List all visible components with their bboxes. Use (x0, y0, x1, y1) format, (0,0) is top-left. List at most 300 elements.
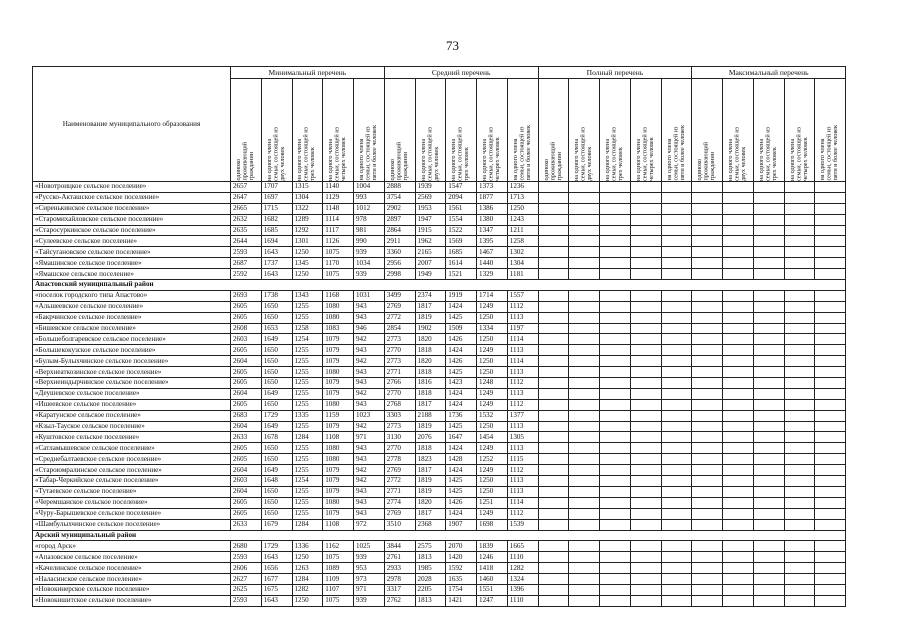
table-row (33, 508, 846, 519)
table-cell: 1250 (477, 334, 508, 345)
table-cell (723, 323, 754, 334)
table-cell (538, 214, 569, 225)
table-cell (661, 356, 692, 367)
table-cell: 1817 (415, 399, 446, 410)
table-row (33, 367, 846, 378)
table-cell (753, 192, 784, 203)
settlement-name: «Новотроицкое сельское поселение» (33, 182, 231, 193)
subcolumn-header-label: на одного члена семьи, состоящей из четырех человек (788, 126, 809, 181)
table-cell (569, 519, 600, 530)
table-cell (815, 541, 846, 552)
table-cell: 2762 (384, 595, 415, 606)
table-cell: 1115 (507, 454, 538, 465)
table-cell (661, 258, 692, 269)
table-cell (815, 465, 846, 476)
table-cell (784, 541, 815, 552)
table-cell (600, 443, 631, 454)
table-cell: 2569 (415, 192, 446, 203)
table-cell (753, 388, 784, 399)
table-cell (753, 421, 784, 432)
table-cell: 1648 (261, 476, 292, 487)
table-cell (815, 410, 846, 421)
table-cell: 1949 (415, 269, 446, 280)
table-cell (661, 203, 692, 214)
table-cell (569, 497, 600, 508)
table-cell: 1643 (261, 595, 292, 606)
table-cell (630, 486, 661, 497)
settlement-name: «Булым-Булыхчинское сельское поселение» (33, 356, 231, 367)
table-cell: 1738 (261, 290, 292, 301)
table-cell: 2188 (415, 410, 446, 421)
table-cell (753, 519, 784, 530)
table-cell (569, 356, 600, 367)
table-cell: 2647 (231, 192, 262, 203)
table-cell (723, 269, 754, 280)
table-cell (723, 584, 754, 595)
table-cell (815, 595, 846, 606)
table-cell: 2076 (415, 432, 446, 443)
table-cell (692, 290, 723, 301)
table-cell: 1255 (292, 367, 323, 378)
table-cell: 1162 (323, 541, 354, 552)
table-cell (692, 301, 723, 312)
table-cell: 1249 (477, 301, 508, 312)
table-cell: 1532 (477, 410, 508, 421)
table-cell: 2774 (384, 497, 415, 508)
table-cell: 1249 (477, 443, 508, 454)
table-cell: 1418 (477, 563, 508, 574)
table-cell (784, 356, 815, 367)
table-cell (815, 247, 846, 258)
table-cell: 1386 (477, 203, 508, 214)
table-cell (692, 345, 723, 356)
table-cell: 2657 (231, 182, 262, 193)
table-cell (815, 552, 846, 563)
table-cell (569, 203, 600, 214)
table-cell (753, 236, 784, 247)
table-cell: 1649 (261, 421, 292, 432)
table-cell: 2911 (384, 236, 415, 247)
subcolumn-header-label: на одного члена семьи, состоящей из пяти и более человек (819, 125, 840, 181)
subcolumn-header (538, 79, 569, 182)
table-cell: 2604 (231, 421, 262, 432)
table-cell: 1080 (323, 497, 354, 508)
table-cell: 1250 (292, 552, 323, 563)
table-cell (784, 421, 815, 432)
table-cell (784, 367, 815, 378)
table-cell (784, 508, 815, 519)
table-cell (784, 519, 815, 530)
table-cell (692, 519, 723, 530)
table-cell: 1819 (415, 421, 446, 432)
table-cell (784, 290, 815, 301)
table-cell (815, 388, 846, 399)
table-cell (569, 595, 600, 606)
table-cell: 1079 (323, 508, 354, 519)
table-cell: 3754 (384, 192, 415, 203)
table-cell (630, 203, 661, 214)
table-cell (630, 301, 661, 312)
table-cell: 2605 (231, 497, 262, 508)
table-cell (753, 399, 784, 410)
table-cell (784, 563, 815, 574)
table-cell (723, 192, 754, 203)
settlement-name: «Ямашинское сельское поселение» (33, 258, 231, 269)
table-cell (692, 563, 723, 574)
table-cell: 1817 (415, 508, 446, 519)
table-row (33, 236, 846, 247)
table-cell: 1255 (292, 508, 323, 519)
table-cell: 2778 (384, 454, 415, 465)
table-cell: 1425 (446, 367, 477, 378)
table-cell (600, 465, 631, 476)
table-cell: 1649 (261, 465, 292, 476)
table-cell (630, 541, 661, 552)
table-cell (569, 214, 600, 225)
table-cell (723, 225, 754, 236)
table-row (33, 345, 846, 356)
table-cell (538, 345, 569, 356)
table-row (33, 595, 846, 606)
table-cell (661, 225, 692, 236)
table-cell (784, 465, 815, 476)
table-cell: 943 (354, 312, 385, 323)
settlement-name: «Большеболгаревское сельское поселение» (33, 334, 231, 345)
table-cell (815, 356, 846, 367)
table-cell (661, 410, 692, 421)
table-cell (630, 356, 661, 367)
table-cell: 1247 (477, 595, 508, 606)
table-cell (692, 541, 723, 552)
table-cell (723, 312, 754, 323)
subcolumn-header-label: одиноко проживающий гражданин (696, 142, 717, 181)
table-row (33, 203, 846, 214)
table-cell (630, 182, 661, 193)
table-cell: 943 (354, 399, 385, 410)
table-cell (692, 388, 723, 399)
settlement-name: «Тутаевское сельское поселение» (33, 486, 231, 497)
table-row (33, 476, 846, 487)
table-cell (723, 454, 754, 465)
table-cell (538, 182, 569, 193)
table-cell (630, 334, 661, 345)
table-cell: 1373 (477, 182, 508, 193)
table-cell (538, 563, 569, 574)
table-cell (538, 541, 569, 552)
subcolumn-header-label: на одного члена семьи, состоящей из двух человек (727, 126, 748, 181)
subcolumn-header (692, 79, 723, 182)
table-cell (815, 301, 846, 312)
table-row (33, 301, 846, 312)
table-cell (723, 486, 754, 497)
table-cell (538, 236, 569, 247)
table-cell (692, 595, 723, 606)
table-cell (723, 519, 754, 530)
table-cell (815, 236, 846, 247)
table-cell: 1117 (323, 225, 354, 236)
table-cell: 1902 (415, 323, 446, 334)
settlement-name: «Бакрчинское сельское поселение» (33, 312, 231, 323)
table-cell (753, 258, 784, 269)
table-cell: 1650 (261, 367, 292, 378)
table-cell: 1159 (323, 410, 354, 421)
table-cell (784, 214, 815, 225)
table-cell (784, 388, 815, 399)
table-cell: 1282 (292, 584, 323, 595)
table-cell (692, 367, 723, 378)
table-cell (538, 192, 569, 203)
table-cell (723, 367, 754, 378)
table-cell (784, 476, 815, 487)
table-cell: 2769 (384, 301, 415, 312)
table-cell: 1114 (507, 497, 538, 508)
table-cell: 2605 (231, 312, 262, 323)
table-cell (569, 301, 600, 312)
table-cell (569, 465, 600, 476)
district-header-row (33, 280, 846, 291)
table-cell: 1110 (507, 595, 538, 606)
table-cell: 1685 (446, 247, 477, 258)
table-row (33, 497, 846, 508)
table-cell (600, 574, 631, 585)
table-cell: 2998 (384, 269, 415, 280)
table-cell: 1080 (323, 312, 354, 323)
table-cell: 1345 (292, 258, 323, 269)
table-cell (692, 486, 723, 497)
table-cell: 1282 (507, 563, 538, 574)
table-cell (538, 519, 569, 530)
table-cell (661, 312, 692, 323)
table-cell: 973 (354, 574, 385, 585)
table-cell (753, 367, 784, 378)
table-cell: 1561 (446, 203, 477, 214)
table-cell: 1643 (261, 552, 292, 563)
table-cell: 942 (354, 334, 385, 345)
table-cell (630, 508, 661, 519)
table-cell (569, 584, 600, 595)
table-cell (600, 508, 631, 519)
table-cell: 939 (354, 247, 385, 258)
table-cell: 1250 (292, 269, 323, 280)
table-cell (784, 258, 815, 269)
district-header-row (33, 530, 846, 541)
table-cell: 1377 (507, 410, 538, 421)
table-cell (538, 465, 569, 476)
table-cell: 1820 (415, 334, 446, 345)
table-cell: 1113 (507, 345, 538, 356)
table-cell: 1249 (477, 388, 508, 399)
table-cell: 942 (354, 356, 385, 367)
table-cell: 1650 (261, 486, 292, 497)
table-cell: 1685 (261, 225, 292, 236)
table-cell (661, 595, 692, 606)
table-cell: 1034 (354, 258, 385, 269)
table-cell (723, 214, 754, 225)
table-cell (569, 247, 600, 258)
table-cell: 1421 (446, 595, 477, 606)
table-cell: 1113 (507, 421, 538, 432)
table-cell: 1263 (292, 563, 323, 574)
table-cell: 1649 (261, 388, 292, 399)
table-cell: 1250 (477, 486, 508, 497)
table-cell: 2978 (384, 574, 415, 585)
table-cell: 1255 (292, 399, 323, 410)
subcolumn-header (815, 79, 846, 182)
table-cell (753, 356, 784, 367)
table-cell: 1304 (292, 192, 323, 203)
table-cell: 1079 (323, 476, 354, 487)
table-cell (569, 378, 600, 389)
table-cell: 1080 (323, 443, 354, 454)
table-cell (784, 410, 815, 421)
table-cell: 1915 (415, 225, 446, 236)
table-cell: 1715 (261, 203, 292, 214)
table-cell (815, 312, 846, 323)
table-cell (784, 584, 815, 595)
table-cell (569, 574, 600, 585)
table-cell: 1110 (507, 552, 538, 563)
settlement-name: «Ямашское сельское поселение» (33, 269, 231, 280)
table-cell: 2635 (231, 225, 262, 236)
table-cell: 2773 (384, 356, 415, 367)
table-cell (630, 323, 661, 334)
table-cell: 2007 (415, 258, 446, 269)
table-cell: 1939 (415, 182, 446, 193)
group-header: Максимальный перечень (692, 67, 846, 79)
table-cell (661, 541, 692, 552)
table-cell (815, 258, 846, 269)
table-cell: 1569 (446, 236, 477, 247)
table-cell (600, 301, 631, 312)
table-cell: 1679 (261, 519, 292, 530)
table-cell (538, 574, 569, 585)
table-cell (661, 443, 692, 454)
table-cell: 1112 (507, 301, 538, 312)
table-cell: 2769 (384, 465, 415, 476)
table-cell (692, 236, 723, 247)
table-cell (692, 192, 723, 203)
table-cell: 1079 (323, 345, 354, 356)
table-cell: 2761 (384, 552, 415, 563)
table-cell (723, 465, 754, 476)
settlement-name: «Альшеевское сельское поселение» (33, 301, 231, 312)
table-cell (661, 301, 692, 312)
table-cell (600, 541, 631, 552)
table-cell (600, 476, 631, 487)
table-cell: 943 (354, 367, 385, 378)
table-cell: 971 (354, 584, 385, 595)
group-header-row (33, 67, 846, 79)
table-cell (723, 552, 754, 563)
table-cell (815, 182, 846, 193)
table-cell: 1919 (446, 290, 477, 301)
table-cell (753, 182, 784, 193)
table-cell: 1650 (261, 454, 292, 465)
table-cell: 1819 (415, 476, 446, 487)
table-cell (784, 247, 815, 258)
table-cell: 2644 (231, 236, 262, 247)
table-cell (630, 552, 661, 563)
table-cell: 1089 (323, 563, 354, 574)
table-cell (753, 203, 784, 214)
table-cell (661, 247, 692, 258)
table-cell (753, 378, 784, 389)
table-cell: 1334 (477, 323, 508, 334)
table-cell (569, 345, 600, 356)
table-cell (600, 454, 631, 465)
subcolumn-header-label: на одного члена семьи, состоящей из трех человек (450, 126, 471, 181)
table-cell: 1255 (292, 345, 323, 356)
table-cell (692, 497, 723, 508)
settlement-name: «город Арск» (33, 541, 231, 552)
table-cell: 1254 (292, 476, 323, 487)
table-cell (815, 192, 846, 203)
table-cell: 2680 (231, 541, 262, 552)
table-cell (630, 574, 661, 585)
table-cell (784, 269, 815, 280)
table-cell (630, 388, 661, 399)
table-cell (538, 247, 569, 258)
table-cell: 1284 (292, 432, 323, 443)
table-cell (815, 378, 846, 389)
table-cell (600, 356, 631, 367)
table-cell: 2605 (231, 345, 262, 356)
table-cell: 1083 (323, 323, 354, 334)
table-cell: 1818 (415, 443, 446, 454)
table-cell (784, 323, 815, 334)
table-cell: 1336 (292, 541, 323, 552)
table-cell: 1079 (323, 421, 354, 432)
table-cell: 2625 (231, 584, 262, 595)
table-cell (815, 432, 846, 443)
table-cell (600, 334, 631, 345)
table-cell (753, 574, 784, 585)
table-cell: 1649 (261, 334, 292, 345)
subcolumn-header-label: на одного члена семьи, состоящей из двух человек (265, 126, 286, 181)
table-cell (600, 290, 631, 301)
table-cell: 1249 (477, 399, 508, 410)
table-cell (538, 486, 569, 497)
table-cell: 1420 (446, 552, 477, 563)
table-cell: 1113 (507, 367, 538, 378)
subcolumn-header-label: одиноко проживающий гражданин (542, 142, 563, 181)
settlement-name: «Русско-Акташское сельское поселение» (33, 192, 231, 203)
table-row (33, 563, 846, 574)
table-cell: 1258 (292, 323, 323, 334)
table-row (33, 378, 846, 389)
table-cell (538, 552, 569, 563)
table-cell (661, 378, 692, 389)
table-cell: 1289 (292, 214, 323, 225)
table-cell (753, 563, 784, 574)
table-cell: 1953 (415, 203, 446, 214)
table-cell: 1250 (477, 367, 508, 378)
table-cell (784, 334, 815, 345)
table-cell: 1148 (323, 203, 354, 214)
table-cell (723, 410, 754, 421)
table-cell (815, 334, 846, 345)
table-cell: 2864 (384, 225, 415, 236)
table-cell: 1075 (323, 269, 354, 280)
table-cell: 2604 (231, 388, 262, 399)
table-cell (815, 443, 846, 454)
table-row (33, 356, 846, 367)
subcolumn-header-label: на одного члена семьи, состоящей из четырех человек (481, 126, 502, 181)
table-cell (538, 388, 569, 399)
table-cell (692, 225, 723, 236)
table-cell (600, 410, 631, 421)
table-cell: 1820 (415, 497, 446, 508)
